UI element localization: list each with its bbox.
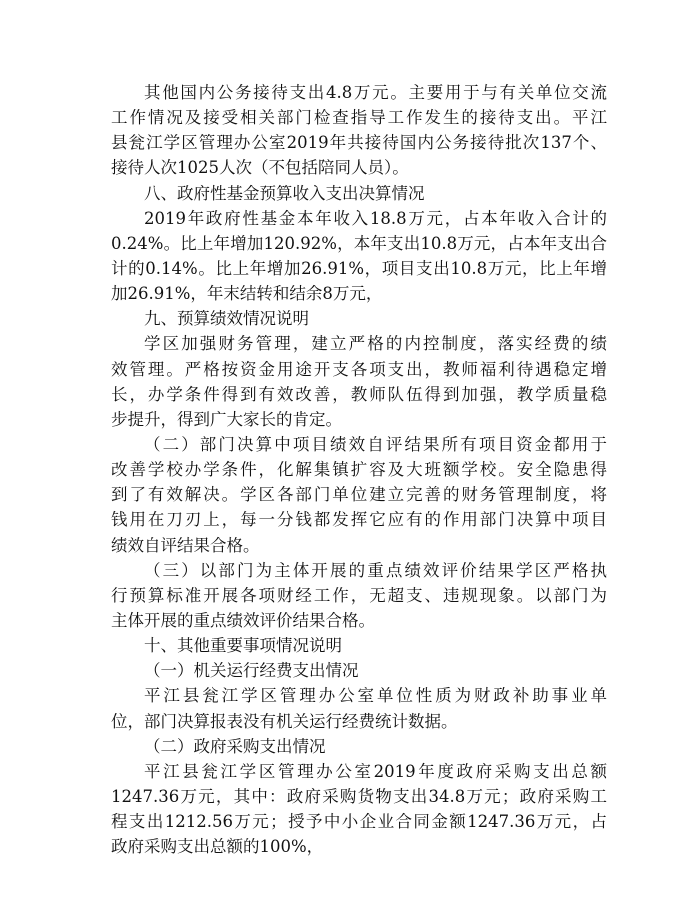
- text-line: 九、预算绩效情况说明: [144, 309, 309, 329]
- text-line: 政府采购支出总额的100%，: [111, 837, 324, 857]
- text-line: 效管理。严格按资金用途开支各项支出，教师福利待遇稳定增: [111, 359, 607, 379]
- text-line: 工作情况及接受相关部门检查指导工作发生的接待支出。平江: [111, 108, 607, 128]
- text-line: 学区加强财务管理，建立严格的内控制度，落实经费的绩: [144, 334, 607, 354]
- text-line: 位，部门决算报表没有机关运行经费统计数据。: [111, 711, 458, 731]
- text-line: 步提升，得到广大家长的肯定。: [111, 409, 342, 429]
- text-line: 改善学校办学条件，化解集镇扩容及大班额学校。安全隐患得: [111, 460, 607, 480]
- text-line: 主体开展的重点绩效评价结果合格。: [111, 610, 375, 630]
- text-line: 行预算标准开展各项财经工作，无超支、违规现象。以部门为: [111, 585, 607, 605]
- text-line: （三）以部门为主体开展的重点绩效评价结果学区严格执: [144, 560, 607, 580]
- text-line: 0.24%。比上年增加120.92%，本年支出10.8万元，占本年支出合: [111, 233, 607, 253]
- text-line: 八、政府性基金预算收入支出决算情况: [144, 183, 425, 203]
- text-line: 钱用在刀刃上，每一分钱都发挥它应有的作用部门决算中项目: [111, 510, 607, 530]
- text-line: 接待人次1025人次（不包括陪同人员）。: [111, 158, 409, 178]
- text-line: 平江县瓮江学区管理办公室2019年度政府采购支出总额: [144, 761, 607, 781]
- text-line: 加26.91%，年末结转和结余8万元，: [111, 284, 383, 304]
- text-line: 十、其他重要事项情况说明: [144, 636, 342, 656]
- text-line: （二）政府采购支出情况: [144, 736, 326, 756]
- text-line: 长，办学条件得到有效改善，教师队伍得到加强，教学质量稳: [111, 384, 607, 404]
- text-line: 县瓮江学区管理办公室2019年共接待国内公务接待批次137个、: [111, 133, 607, 153]
- text-line: 1247.36万元，其中：政府采购货物支出34.8万元；政府采购工: [111, 786, 607, 806]
- document-body-text: [111, 80, 607, 859]
- text-line: 平江县瓮江学区管理办公室单位性质为财政补助事业单: [144, 686, 607, 706]
- text-line: （二）部门决算中项目绩效自评结果所有项目资金都用于: [144, 434, 607, 454]
- text-line: 程支出1212.56万元；授予中小企业合同金额1247.36万元，占: [111, 812, 607, 832]
- text-line: 到了有效解决。学区各部门单位建立完善的财务管理制度，将: [111, 485, 607, 505]
- text-line: 计的0.14%。比上年增加26.91%，项目支出10.8万元，比上年增: [111, 258, 607, 278]
- text-line: 其他国内公务接待支出4.8万元。主要用于与有关单位交流: [144, 83, 607, 102]
- text-line: （一）机关运行经费支出情况: [144, 661, 359, 681]
- text-line: 2019年政府性基金本年收入18.8万元，占本年收入合计的: [144, 208, 607, 228]
- text-line: 绩效自评结果合格。: [111, 535, 260, 555]
